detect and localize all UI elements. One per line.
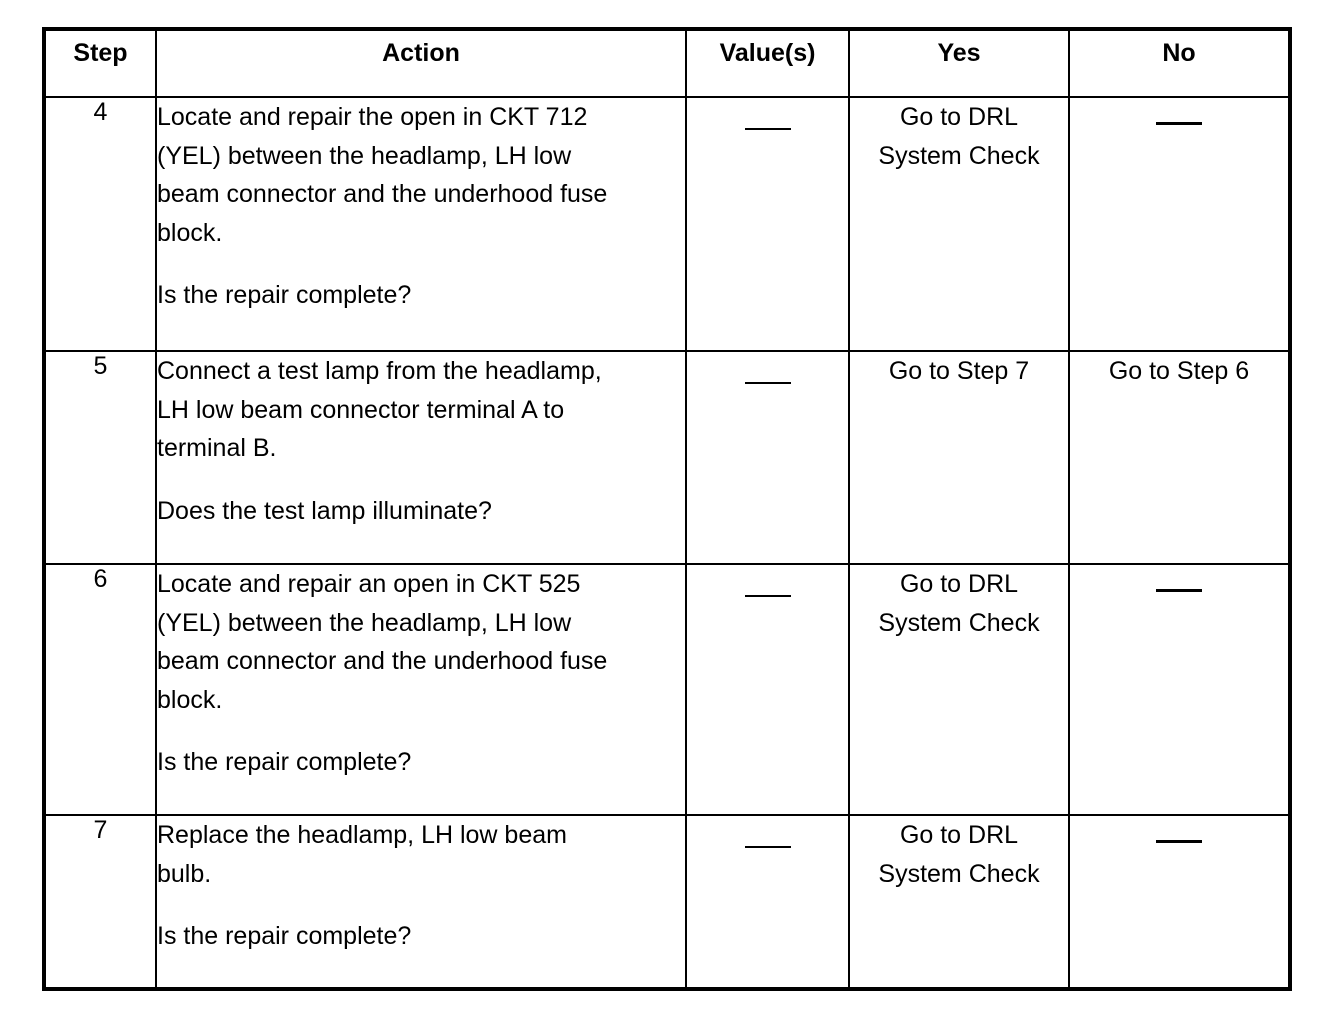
action-line: block. [157, 218, 223, 247]
table-row [44, 351, 1290, 564]
value-blank [745, 352, 791, 384]
action-text [157, 816, 685, 893]
action-text [157, 352, 685, 468]
header-action: Action [156, 29, 686, 97]
no-blank [1156, 579, 1202, 592]
action-cell [156, 815, 686, 989]
value-cell [686, 815, 849, 989]
action-line: block. [157, 685, 223, 714]
action-line: beam connector and the underhood fuse [157, 180, 608, 208]
value-cell [686, 97, 849, 351]
header-step: Step [44, 29, 156, 97]
value-blank [745, 565, 791, 597]
yes-line: System Check [878, 608, 1040, 637]
no-cell: Go to Step 6 [1069, 351, 1290, 564]
action-line: terminal B. [157, 434, 277, 462]
action-question: Does the test lamp illuminate? [157, 496, 492, 525]
diagnostic-table [42, 27, 1292, 991]
action-line: Locate and repair the open in CKT 712 [157, 103, 588, 131]
action-line: (YEL) between the headlamp, LH low [157, 608, 572, 637]
yes-line: Go to Step 7 [888, 357, 1030, 385]
value-cell [686, 564, 849, 815]
action-question: Is the repair complete? [157, 281, 412, 309]
yes-line: System Check [878, 859, 1040, 888]
action-cell [156, 97, 686, 351]
action-line: LH low beam connector terminal A to [157, 395, 565, 424]
table-row [44, 815, 1290, 989]
action-text [157, 98, 685, 252]
action-line: beam connector and the underhood fuse [157, 647, 608, 675]
no-blank [1156, 112, 1202, 125]
action-question: Is the repair complete? [157, 922, 412, 950]
action-cell [156, 564, 686, 815]
yes-cell [849, 815, 1069, 989]
value-blank [745, 98, 791, 130]
yes-line: System Check [878, 141, 1040, 170]
action-line: Locate and repair an open in CKT 525 [157, 570, 581, 598]
step-number: 4 [44, 97, 156, 351]
action-cell [156, 351, 686, 564]
table-row [44, 564, 1290, 815]
header-yes: Yes [849, 29, 1069, 97]
no-cell [1069, 815, 1290, 989]
header-row [44, 29, 1290, 97]
yes-cell [849, 97, 1069, 351]
yes-line: Go to DRL [899, 103, 1019, 131]
yes-line: Go to DRL [899, 821, 1019, 849]
yes-cell [849, 564, 1069, 815]
action-text [157, 565, 685, 719]
step-number: 5 [44, 351, 156, 564]
yes-cell [849, 351, 1069, 564]
no-cell [1069, 564, 1290, 815]
action-line: (YEL) between the headlamp, LH low [157, 141, 572, 170]
no-blank [1156, 830, 1202, 843]
table-row [44, 97, 1290, 351]
step-number: 6 [44, 564, 156, 815]
yes-line: Go to DRL [899, 570, 1019, 598]
action-question: Is the repair complete? [157, 748, 412, 776]
action-line: Connect a test lamp from the headlamp, [157, 357, 602, 385]
no-cell [1069, 97, 1290, 351]
value-blank [745, 816, 791, 848]
value-cell [686, 351, 849, 564]
header-no: No [1069, 29, 1290, 97]
header-values: Value(s) [686, 29, 849, 97]
action-line: Replace the headlamp, LH low beam [157, 821, 567, 849]
step-number: 7 [44, 815, 156, 989]
action-line: bulb. [157, 859, 212, 888]
